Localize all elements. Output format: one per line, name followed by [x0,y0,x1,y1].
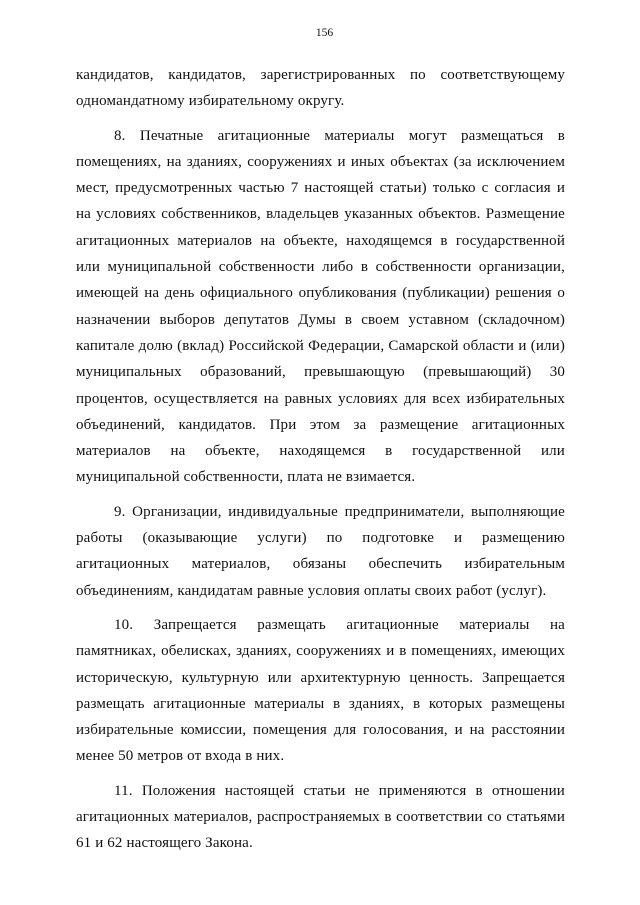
paragraph-item-11: 11. Положения настоящей статьи не применяются в отношении агитационных материалов, распространяемых в соответствии со статьями 61 и 62 настоящего Закона. [76,782,565,852]
paragraph-continuation: кандидатов, кандидатов, зарегистрированных по соответствующему одномандатному избирательному округу. [76,67,565,110]
paragraph-item-9: 9. Организации, индивидуальные предприниматели, выполняющие работы (оказывающие услуги) по подготовке и размещению агитационных материалов, обязаны обеспечить избирательным объединениям, кандидатам равные условия оплаты своих работ (услуг). [76,503,565,599]
paragraph-item-10: 10. Запрещается размещать агитационные материалы на памятниках, обелисках, зданиях, сооружениях и в помещениях, имеющих историческую, культурную или архитектурную ценность. Запрещается размещать агитационные материалы в зданиях, в которых размещены избирательные комиссии, помещения для голосования, и на расстоянии менее 50 метров от входа в них. [76,616,565,765]
paragraph-item-8: 8. Печатные агитационные материалы могут размещаться в помещениях, на зданиях, сооружениях и иных объектах (за исключением мест, предусмотренных частью 7 настоящей статьи) только с согласия и на условиях собственников, владельцев указанных объектов. Размещение агитационных материалов на объекте, находящемся в государственной или муниципальной собственности либо в собственности организации, имеющей на день официального опубликования (публикации) решения о назначении выборов депутатов Думы в своем уставном (складочном) капитале долю (вклад) Российской Федерации, Самарской области и (или) муниципальных образований, превышающую (превышающий) 30 процентов, осуществляется на равных условиях для всех избирательных объединений, кандидатов. При этом за размещение агитационных материалов на объекте, находящемся в государственной или муниципальной собственности, плата не взимается. [76,127,565,486]
page-number: 156 [315,27,334,39]
